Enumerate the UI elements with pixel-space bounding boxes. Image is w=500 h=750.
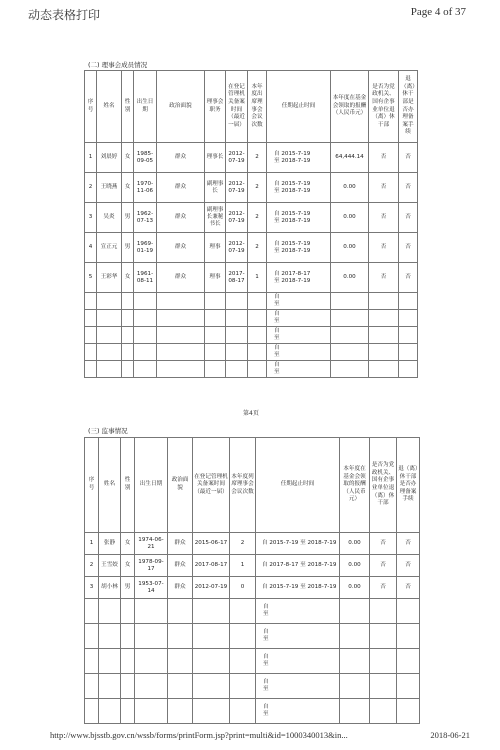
empty-cell <box>331 293 369 310</box>
supervisors-header-row <box>85 438 420 533</box>
board-header-row <box>85 71 418 143</box>
table-row <box>85 361 418 378</box>
board-cell-retired: 否 <box>369 233 399 263</box>
empty-cell <box>85 361 97 378</box>
empty-cell <box>397 624 420 649</box>
empty-cell <box>399 361 418 378</box>
empty-cell <box>248 344 267 361</box>
empty-cell <box>248 293 267 310</box>
board-cell-no: 1 <box>85 143 97 173</box>
empty-cell <box>99 649 121 674</box>
board-cell-gender: 女 <box>122 263 134 293</box>
supervisors-table <box>84 437 420 724</box>
supervisor-cell-meetings: 0 <box>230 577 256 599</box>
table-row <box>85 674 420 699</box>
board-cell-retired: 否 <box>369 203 399 233</box>
supervisor-cell-no: 2 <box>85 555 99 577</box>
supervisor-cell-retired: 否 <box>370 533 397 555</box>
board-cell-role: 副理事长兼秘书长 <box>205 203 226 233</box>
empty-cell <box>397 649 420 674</box>
supervisor-cell-no: 3 <box>85 577 99 599</box>
table-row <box>85 344 418 361</box>
table-row <box>85 327 418 344</box>
board-cell-filed: 否 <box>399 203 418 233</box>
board-cell-name: 刘晨婷 <box>97 143 122 173</box>
board-cell-filing: 2017-08-17 <box>226 263 248 293</box>
empty-cell <box>85 674 99 699</box>
empty-cell <box>122 310 134 327</box>
board-cell-political: 群众 <box>157 143 205 173</box>
term-to: 至 <box>263 611 269 617</box>
supervisor-cell-political: 群众 <box>168 533 193 555</box>
board-cell-name: 宣正元 <box>97 233 122 263</box>
supervisor-cell-filing: 2012-07-19 <box>193 577 230 599</box>
empty-cell <box>122 344 134 361</box>
supervisor-cell-filed: 否 <box>397 577 420 599</box>
board-header-cell: 任期起止时间 <box>267 71 331 143</box>
board-header-cell: 性别 <box>122 71 134 143</box>
supervisors-header-cell: 姓名 <box>99 438 121 533</box>
board-cell-gender: 女 <box>122 143 134 173</box>
empty-cell <box>168 674 193 699</box>
empty-cell <box>157 327 205 344</box>
empty-cell <box>85 599 99 624</box>
empty-cell <box>134 361 157 378</box>
supervisors-header-cell: 是否为党政机关、国有企事业单位退（离）休干部 <box>370 438 397 533</box>
board-cell-term <box>267 203 331 233</box>
term-to: 至 2018-7-19 <box>274 217 311 224</box>
board-cell-term <box>267 293 331 310</box>
empty-cell <box>248 310 267 327</box>
board-cell-pay: 0.00 <box>331 233 369 263</box>
board-cell-name: 王晓燕 <box>97 173 122 203</box>
table-row <box>85 577 420 599</box>
board-cell-retired: 否 <box>369 173 399 203</box>
empty-cell <box>230 674 256 699</box>
empty-cell <box>121 624 135 649</box>
empty-cell <box>370 624 397 649</box>
supervisor-cell-meetings: 1 <box>230 555 256 577</box>
board-cell-filed: 否 <box>399 173 418 203</box>
supervisor-cell-filed: 否 <box>397 533 420 555</box>
board-header-cell: 理事会职务 <box>205 71 226 143</box>
board-section-title: (二) 理事会成员情况 <box>88 61 148 69</box>
board-table-body <box>85 143 418 378</box>
board-cell-term <box>267 344 331 361</box>
empty-cell <box>157 344 205 361</box>
board-cell-birth: 1969-01-19 <box>134 233 157 263</box>
board-cell-term <box>267 361 331 378</box>
empty-cell <box>370 599 397 624</box>
supervisors-header-cell: 本年度列席理事会会议次数 <box>230 438 256 533</box>
board-header-cell: 政治面貌 <box>157 71 205 143</box>
term-from: 自 <box>263 654 269 661</box>
board-header-cell: 序号 <box>85 71 97 143</box>
board-cell-role: 理事长 <box>205 143 226 173</box>
term-to: 至 2018-7-19 <box>274 277 311 284</box>
empty-cell <box>331 361 369 378</box>
footer-url: http://www.bjsstb.gov.cn/wssb/forms/printForm.jsp?print=multi&id=1000340013&in... <box>50 730 348 740</box>
board-cell-filing: 2012-07-19 <box>226 173 248 203</box>
term-to: 至 2018-7-19 <box>274 187 311 194</box>
board-cell-filed: 否 <box>399 263 418 293</box>
empty-cell <box>205 327 226 344</box>
term-to: 至 <box>274 335 280 341</box>
board-cell-birth: 1970-11-06 <box>134 173 157 203</box>
term-to: 至 2018-7-19 <box>274 157 311 164</box>
board-cell-filing: 2012-07-19 <box>226 143 248 173</box>
board-cell-political: 群众 <box>157 173 205 203</box>
board-cell-term <box>267 310 331 327</box>
empty-cell <box>340 649 370 674</box>
empty-cell <box>340 699 370 724</box>
board-cell-gender: 男 <box>122 203 134 233</box>
empty-cell <box>399 293 418 310</box>
board-cell-birth: 1985-09-05 <box>134 143 157 173</box>
empty-cell <box>168 599 193 624</box>
empty-cell <box>135 649 168 674</box>
supervisor-cell-term <box>256 699 340 724</box>
board-cell-term <box>267 143 331 173</box>
table-row <box>85 599 420 624</box>
supervisor-cell-term <box>256 674 340 699</box>
board-cell-gender: 女 <box>122 173 134 203</box>
board-cell-term <box>267 263 331 293</box>
empty-cell <box>135 599 168 624</box>
empty-cell <box>85 293 97 310</box>
empty-cell <box>134 293 157 310</box>
empty-cell <box>193 599 230 624</box>
supervisors-header-cell: 退（离）休干部是否办理备案手续 <box>397 438 420 533</box>
empty-cell <box>370 699 397 724</box>
table-row <box>85 649 420 674</box>
empty-cell <box>122 327 134 344</box>
board-cell-political: 群众 <box>157 203 205 233</box>
empty-cell <box>370 674 397 699</box>
supervisor-cell-gender: 女 <box>121 555 135 577</box>
empty-cell <box>122 293 134 310</box>
supervisors-table-body <box>85 533 420 724</box>
term-to: 至 <box>274 301 280 307</box>
empty-cell <box>85 327 97 344</box>
supervisor-cell-birth: 1978-09-17 <box>135 555 168 577</box>
empty-cell <box>97 310 122 327</box>
supervisor-cell-term <box>256 599 340 624</box>
empty-cell <box>135 624 168 649</box>
supervisor-cell-no: 1 <box>85 533 99 555</box>
browser-title: 动态表格打印 <box>28 8 101 22</box>
supervisor-cell-gender: 女 <box>121 533 135 555</box>
empty-cell <box>205 293 226 310</box>
term-to: 至 <box>263 661 269 667</box>
term-to: 至 <box>263 711 269 717</box>
empty-cell <box>226 293 248 310</box>
empty-cell <box>331 327 369 344</box>
board-cell-retired: 否 <box>369 263 399 293</box>
board-cell-birth: 1962-07-13 <box>134 203 157 233</box>
term-from: 自 <box>263 679 269 686</box>
board-cell-meetings: 2 <box>248 143 267 173</box>
supervisor-cell-term <box>256 624 340 649</box>
empty-cell <box>369 327 399 344</box>
board-cell-name: 吴炎 <box>97 203 122 233</box>
supervisor-cell-term: 自 2015-7-19 至 2018-7-19 <box>256 577 340 599</box>
empty-cell <box>97 344 122 361</box>
board-cell-filing: 2012-07-19 <box>226 203 248 233</box>
empty-cell <box>399 310 418 327</box>
board-cell-gender: 男 <box>122 233 134 263</box>
table-row <box>85 293 418 310</box>
term-from: 自 2015-7-19 <box>274 180 311 187</box>
board-cell-no: 5 <box>85 263 97 293</box>
empty-cell <box>157 310 205 327</box>
supervisor-cell-filing: 2015-06-17 <box>193 533 230 555</box>
empty-cell <box>157 293 205 310</box>
empty-cell <box>99 599 121 624</box>
empty-cell <box>226 361 248 378</box>
supervisor-cell-term: 自 2017-8-17 至 2018-7-19 <box>256 555 340 577</box>
supervisors-header-cell: 性别 <box>121 438 135 533</box>
term-to: 至 2018-7-19 <box>274 247 311 254</box>
term-from: 自 2015-7-19 <box>274 210 311 217</box>
empty-cell <box>135 699 168 724</box>
table-row <box>85 203 418 233</box>
board-cell-meetings: 2 <box>248 173 267 203</box>
empty-cell <box>193 674 230 699</box>
board-cell-term <box>267 327 331 344</box>
board-header-cell: 本年度在基金会领取的报酬（人民币元） <box>331 71 369 143</box>
page-indicator: Page 4 of 37 <box>410 6 466 18</box>
board-cell-pay: 0.00 <box>331 263 369 293</box>
term-to: 至 <box>263 636 269 642</box>
board-cell-political: 群众 <box>157 233 205 263</box>
supervisor-cell-term: 自 2015-7-19 至 2018-7-19 <box>256 533 340 555</box>
empty-cell <box>226 327 248 344</box>
empty-cell <box>97 293 122 310</box>
board-cell-retired: 否 <box>369 143 399 173</box>
term-from: 自 <box>263 629 269 636</box>
board-cell-meetings: 2 <box>248 203 267 233</box>
supervisor-cell-retired: 否 <box>370 577 397 599</box>
table-row <box>85 624 420 649</box>
supervisor-cell-name: 胡小林 <box>99 577 121 599</box>
term-to: 至 <box>263 686 269 692</box>
empty-cell <box>193 699 230 724</box>
empty-cell <box>230 699 256 724</box>
term-to: 至 <box>274 369 280 375</box>
supervisors-header-cell: 序号 <box>85 438 99 533</box>
board-cell-political: 群众 <box>157 263 205 293</box>
board-header-cell: 在登记管理机关备案时间（最近一届） <box>226 71 248 143</box>
empty-cell <box>248 327 267 344</box>
empty-cell <box>226 344 248 361</box>
board-header-cell: 退（离）休干部是否办理备案手续 <box>399 71 418 143</box>
board-cell-pay: 0.00 <box>331 173 369 203</box>
board-cell-pay: 64,444.14 <box>331 143 369 173</box>
empty-cell <box>134 327 157 344</box>
supervisor-cell-political: 群众 <box>168 577 193 599</box>
table-row <box>85 263 418 293</box>
empty-cell <box>205 361 226 378</box>
board-cell-role: 副理事长 <box>205 173 226 203</box>
board-header-cell: 是否为党政机关、国有企事业单位退（离）休干部 <box>369 71 399 143</box>
supervisor-cell-pay: 0.00 <box>340 533 370 555</box>
empty-cell <box>248 361 267 378</box>
empty-cell <box>97 327 122 344</box>
empty-cell <box>397 674 420 699</box>
board-cell-role: 理事 <box>205 233 226 263</box>
supervisors-header-cell: 本年度在基金会领取的报酬（人民币元） <box>340 438 370 533</box>
term-from: 自 <box>274 311 280 318</box>
term-from: 自 2015-7-19 <box>274 240 311 247</box>
empty-cell <box>369 344 399 361</box>
table-row <box>85 533 420 555</box>
empty-cell <box>369 310 399 327</box>
empty-cell <box>121 699 135 724</box>
empty-cell <box>370 649 397 674</box>
term-to: 至 <box>274 318 280 324</box>
supervisors-header-cell: 出生日期 <box>135 438 168 533</box>
supervisor-cell-gender: 男 <box>121 577 135 599</box>
empty-cell <box>193 624 230 649</box>
empty-cell <box>193 649 230 674</box>
empty-cell <box>99 674 121 699</box>
empty-cell <box>226 310 248 327</box>
supervisor-cell-pay: 0.00 <box>340 555 370 577</box>
empty-cell <box>122 361 134 378</box>
term-from: 自 <box>263 704 269 711</box>
board-cell-no: 3 <box>85 203 97 233</box>
empty-cell <box>85 624 99 649</box>
term-from: 自 <box>274 362 280 369</box>
footer-date: 2018-06-21 <box>430 730 470 740</box>
empty-cell <box>85 699 99 724</box>
empty-cell <box>331 344 369 361</box>
supervisor-cell-meetings: 2 <box>230 533 256 555</box>
supervisor-cell-filing: 2017-08-17 <box>193 555 230 577</box>
board-header-cell: 本年度出席理事会会议次数 <box>248 71 267 143</box>
table-row <box>85 143 418 173</box>
empty-cell <box>168 624 193 649</box>
empty-cell <box>397 699 420 724</box>
board-cell-meetings: 2 <box>248 233 267 263</box>
board-cell-pay: 0.00 <box>331 203 369 233</box>
supervisors-header-cell: 任期起止时间 <box>256 438 340 533</box>
empty-cell <box>85 649 99 674</box>
empty-cell <box>121 674 135 699</box>
empty-cell <box>97 361 122 378</box>
board-cell-term <box>267 233 331 263</box>
supervisor-cell-birth: 1974-06-21 <box>135 533 168 555</box>
board-cell-no: 4 <box>85 233 97 263</box>
term-from: 自 <box>274 345 280 352</box>
empty-cell <box>85 310 97 327</box>
board-cell-filed: 否 <box>399 233 418 263</box>
supervisor-cell-retired: 否 <box>370 555 397 577</box>
empty-cell <box>85 344 97 361</box>
empty-cell <box>99 699 121 724</box>
supervisors-header-cell: 政治面貌 <box>168 438 193 533</box>
table-row <box>85 699 420 724</box>
empty-cell <box>369 293 399 310</box>
empty-cell <box>230 599 256 624</box>
empty-cell <box>230 649 256 674</box>
empty-cell <box>340 599 370 624</box>
empty-cell <box>205 344 226 361</box>
empty-cell <box>340 624 370 649</box>
term-from: 自 2017-8-17 <box>274 270 311 277</box>
board-header-cell: 出生日期 <box>134 71 157 143</box>
term-from: 自 <box>274 294 280 301</box>
supervisor-cell-birth: 1953-07-14 <box>135 577 168 599</box>
empty-cell <box>399 344 418 361</box>
board-cell-term <box>267 173 331 203</box>
board-cell-meetings: 1 <box>248 263 267 293</box>
empty-cell <box>135 674 168 699</box>
empty-cell <box>121 599 135 624</box>
empty-cell <box>399 327 418 344</box>
table-row <box>85 310 418 327</box>
empty-cell <box>205 310 226 327</box>
supervisor-cell-filed: 否 <box>397 555 420 577</box>
supervisor-cell-term <box>256 649 340 674</box>
empty-cell <box>397 599 420 624</box>
sheet-page-label: 第4页 <box>243 410 259 417</box>
empty-cell <box>230 624 256 649</box>
empty-cell <box>134 310 157 327</box>
board-cell-birth: 1961-08-11 <box>134 263 157 293</box>
empty-cell <box>369 361 399 378</box>
term-from: 自 <box>274 328 280 335</box>
empty-cell <box>168 699 193 724</box>
supervisor-cell-pay: 0.00 <box>340 577 370 599</box>
term-from: 自 <box>263 604 269 611</box>
board-header-cell: 姓名 <box>97 71 122 143</box>
empty-cell <box>121 649 135 674</box>
board-table <box>84 70 418 378</box>
board-cell-name: 王彩华 <box>97 263 122 293</box>
board-cell-no: 2 <box>85 173 97 203</box>
term-from: 自 2015-7-19 <box>274 150 311 157</box>
empty-cell <box>168 649 193 674</box>
supervisors-header-cell: 在登记管理机关备案时间（最近一届） <box>193 438 230 533</box>
empty-cell <box>157 361 205 378</box>
empty-cell <box>99 624 121 649</box>
supervisor-cell-political: 群众 <box>168 555 193 577</box>
empty-cell <box>340 674 370 699</box>
supervisors-section-title: (三) 监事情况 <box>88 427 128 435</box>
term-to: 至 <box>274 352 280 358</box>
board-cell-role: 理事 <box>205 263 226 293</box>
board-cell-filed: 否 <box>399 143 418 173</box>
table-row <box>85 173 418 203</box>
empty-cell <box>134 344 157 361</box>
supervisor-cell-name: 张静 <box>99 533 121 555</box>
empty-cell <box>331 310 369 327</box>
board-cell-filing: 2012-07-19 <box>226 233 248 263</box>
table-row <box>85 555 420 577</box>
table-row <box>85 233 418 263</box>
supervisor-cell-name: 王雪姣 <box>99 555 121 577</box>
